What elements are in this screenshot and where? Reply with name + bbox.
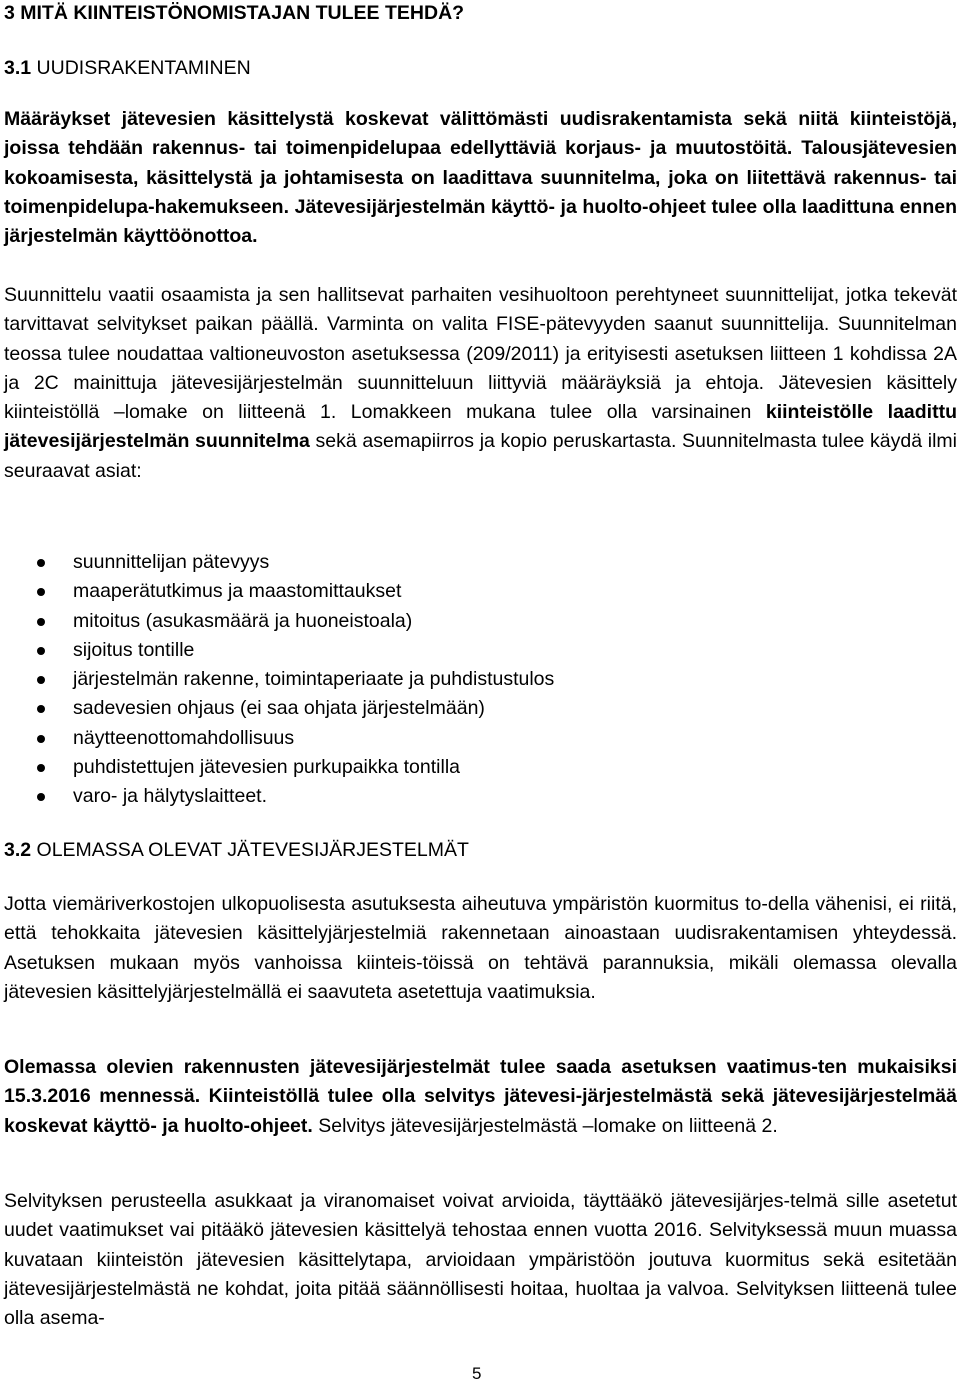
paragraph-deadline <box>4 1053 957 1141</box>
section-heading-3-2 <box>4 837 469 863</box>
requirements-list <box>0 548 900 812</box>
list-item <box>0 548 900 577</box>
paragraph-text: sekä asemapiirros ja kopio peruskartasta. Suunnitelmasta tulee käydä ilmi seuraavat asiat: <box>4 430 957 482</box>
bullet-icon <box>37 559 45 567</box>
bullet-icon <box>37 705 45 713</box>
section-heading-3-1 <box>4 55 251 81</box>
list-item <box>0 577 900 606</box>
chapter-heading: 3 MITÄ KIINTEISTÖNOMISTAJAN TULEE TEHDÄ? <box>4 2 465 24</box>
bullet-icon <box>37 676 45 684</box>
list-item-text: suunnittelijan pätevyys <box>73 551 270 573</box>
section-title: OLEMASSA OLEVAT JÄTEVESIJÄRJESTELMÄT <box>36 839 469 861</box>
bullet-icon <box>37 764 45 772</box>
bullet-icon <box>37 735 45 743</box>
list-item-text: mitoitus (asukasmäärä ja huoneistoala) <box>73 609 413 632</box>
paragraph-requirements: Määräykset jätevesien käsittelystä koskevat välittömästi uudisrakentamista sekä niitä kiinteistöjä, joissa tehdään rakennus- tai toimenpidelupaa edellyttäviä korjaus- ja muutostöitä. Talousjätevesien kokoamisesta, käsittelystä ja johtamisesta on laadittava suunnitelma, joka on liitettävä rakennus- tai toimenpidelupa-hakemukseen. Jätevesijärjestelmän käyttö- ja huolto-ohjeet tulee olla laadittuna ennen järjestelmän käyttöönottoa. <box>4 108 957 248</box>
section-number: 3.1 <box>4 57 32 79</box>
bullet-icon <box>37 647 45 655</box>
paragraph-text: Suunnittelu vaatii osaamista ja sen hallitsevat parhaiten vesihuoltoon perehtyneet suunnittelijat, jotka tekevät tarvittavat selvitykset paikan päällä. Varminta on valita FISE-pätevyyden saanut suunnittelija. Suunnitelman teossa tulee noudattaa valtioneuvoston asetuksessa (209/2011) ja erityisesti asetuksen liitteen 1 kohdissa 2A ja 2C mainittuja jätevesijärjestelmän suunnitteluun liittyviä määräyksiä ja ehtoja. Jätevesien käsittely kiinteistöllä –lomake on liitteenä 1. Lomakkeen mukana tulee olla varsinainen <box>4 284 957 424</box>
list-item-text: varo- ja hälytyslaitteet. <box>73 785 268 808</box>
list-item-text: näytteenottomahdollisuus <box>73 726 295 749</box>
paragraph-assessment: Selvityksen perusteella asukkaat ja viranomaiset voivat arvioida, täyttääkö jätevesijärjes-telmä sille asetetut uudet vaatimukset vai pitääkö jätevesien käsittelyä tehostaa ennen vuotta 2016. Selvityksessä muun muassa kuvataan kiinteistön jätevesien käsittelytapa, arvioidaan ympäristöön joutuva kuormitus sekä esitetään jätevesijärjestelmästä ne kohdat, joita pitää säännöllisesti hoitaa, huoltaa ja valvoa. Selvityksen liitteenä tulee olla asema- <box>4 1190 957 1330</box>
list-item-text: sadevesien ohjaus (ei saa ohjata järjestelmään) <box>73 697 485 720</box>
list-item <box>0 636 900 665</box>
list-item <box>0 724 900 753</box>
section-title: UUDISRAKENTAMINEN <box>36 57 251 79</box>
paragraph-bold-text: kiinteistölle laadittu jätevesijärjestelmän suunnitelma <box>4 401 957 453</box>
paragraph-bold-text: Olemassa olevien rakennusten jätevesijärjestelmät tulee saada asetuksen vaatimus-ten mukaisiksi 15.3.2016 mennessä. Kiinteistöllä tulee olla selvitys jätevesi-järjestelmästä sekä jätevesijärjestelmää koskevat käyttö- ja huolto-ohjeet. <box>4 1056 957 1137</box>
list-item <box>0 694 900 723</box>
list-item-text: puhdistettujen jätevesien purkupaikka tontilla <box>73 756 461 779</box>
section-number: 3.2 <box>4 839 32 861</box>
list-item-text: maaperätutkimus ja maastomittaukset <box>73 580 402 603</box>
paragraph-planning <box>4 281 957 486</box>
paragraph-existing-systems: Jotta viemäriverkostojen ulkopuolisesta asutuksesta aiheutuva ympäristön kuormitus to-della vähenisi, ei riitä, että tehokkaita jätevesien käsittelyjärjestelmiä rakennetaan ainoastaan uudisrakentamisen yhteydessä. Asetuksen mukaan myös vanhoissa kiinteis-töissä on tehtävä parannuksia, mikäli olemassa olevalla jätevesien käsittelyjärjestelmällä ei saavuteta asetettuja vaatimuksia. <box>4 893 957 1003</box>
list-item <box>0 607 900 636</box>
list-item-text: sijoitus tontille <box>73 638 195 661</box>
bullet-icon <box>37 588 45 596</box>
page-number: 5 <box>472 1364 482 1383</box>
paragraph-text: Selvitys jätevesijärjestelmästä –lomake on liitteenä 2. <box>312 1114 778 1137</box>
bullet-icon <box>37 793 45 801</box>
list-item <box>0 753 900 782</box>
bullet-icon <box>37 618 45 626</box>
list-item <box>0 665 900 694</box>
list-item-text: järjestelmän rakenne, toimintaperiaate ja puhdistustulos <box>73 668 555 691</box>
list-item <box>0 782 900 811</box>
